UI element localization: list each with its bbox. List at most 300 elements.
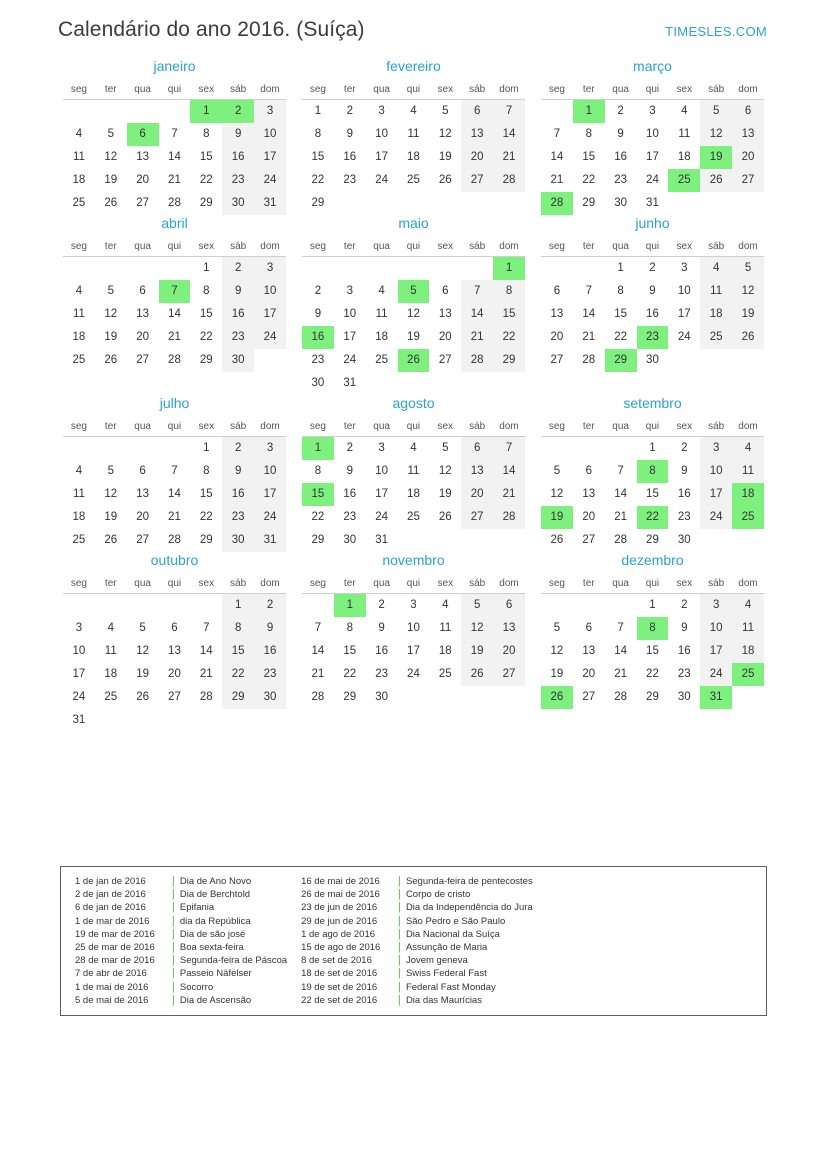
month-outubro [55,552,294,732]
legend-bar-icon: | [398,954,401,967]
day-number: 28 [541,192,573,215]
day-number: 17 [677,308,691,320]
weekday-header: qui [398,419,430,437]
day-number: 4 [75,285,83,297]
day-cell [222,594,254,618]
weekday-header: sex [190,82,222,100]
day-cell [493,640,525,663]
day-cell [429,146,461,169]
day-cell [302,529,334,552]
weekday-header: qua [605,82,637,100]
day-number: 6 [585,465,592,477]
day-number: 20 [461,483,493,506]
day-cell [637,663,669,686]
week-row [541,663,764,686]
day-cell [95,483,127,506]
day-cell [637,123,669,146]
day-cell [63,280,95,303]
day-cell [190,617,222,640]
day-number: 8 [314,465,322,477]
day-number: 12 [732,280,764,303]
day-cell [605,257,637,281]
legend-holiday-name: São Pedro e São Paulo [405,915,506,927]
day-number: 27 [582,691,596,703]
day-number: 25 [668,169,700,192]
day-cell [668,686,700,709]
day-number: 1 [493,257,525,280]
day-cell [398,506,430,529]
day-number: 11 [375,308,388,320]
legend-item [75,941,287,954]
day-cell [254,640,286,663]
week-row [541,169,764,192]
day-number: 24 [700,506,732,529]
day-number: 8 [203,285,210,297]
month-table [302,576,525,709]
day-number [366,192,398,215]
day-number: 14 [493,460,525,483]
day-number: 9 [617,128,624,140]
day-number: 23 [311,354,325,366]
day-cell-empty [159,100,191,124]
day-number: 6 [493,594,525,617]
day-number: 19 [407,331,420,343]
day-cell [95,640,127,663]
month-table [541,419,764,552]
month-agosto [294,395,533,552]
day-number: 9 [222,123,254,146]
day-cell [366,169,398,192]
day-cell [573,123,605,146]
day-number: 31 [254,192,286,215]
day-number: 8 [222,617,254,640]
day-cell-empty [700,529,732,552]
day-cell [605,483,637,506]
month-janeiro [55,58,294,215]
day-number: 6 [171,622,178,634]
day-cell [254,257,286,281]
day-number: 16 [343,151,357,163]
weekday-header: ter [334,419,366,437]
day-cell-empty [127,709,159,732]
day-cell [63,169,95,192]
weekday-header: sáb [461,239,493,257]
legend-item [301,928,533,941]
day-number: 9 [222,280,254,303]
day-number: 5 [732,257,764,280]
week-row [63,280,286,303]
day-number: 8 [493,280,525,303]
day-number: 7 [203,622,210,634]
week-row [63,437,286,461]
day-number: 11 [104,645,117,657]
day-cell [302,123,334,146]
day-cell [95,617,127,640]
legend-item [75,981,287,994]
day-number: 8 [617,285,624,297]
day-number [63,594,95,617]
day-cell [461,146,493,169]
day-number [63,437,95,460]
legend-bar-icon: | [172,967,175,980]
day-cell [700,437,732,461]
day-cell [398,100,430,124]
day-number: 30 [343,534,357,546]
day-number: 19 [461,640,493,663]
weekday-header: ter [573,419,605,437]
day-cell [254,594,286,618]
day-cell [222,169,254,192]
day-number: 1 [649,442,656,454]
day-number: 26 [398,349,430,372]
day-cell [366,437,398,461]
day-number: 5 [398,280,430,303]
day-number: 12 [438,465,452,477]
day-cell-empty [222,709,254,732]
day-number: 28 [168,354,181,366]
weekday-header: dom [493,419,525,437]
day-number: 30 [254,686,286,709]
day-number: 8 [203,465,210,477]
legend-holiday-name: Dia de são josé [179,928,246,940]
month-julho [55,395,294,552]
week-row [302,594,525,618]
day-cell [668,146,700,169]
day-number: 22 [311,174,325,186]
day-number: 17 [646,151,659,163]
day-number: 7 [461,280,493,303]
day-number: 13 [493,617,525,640]
day-number: 14 [199,645,213,657]
day-number [159,594,191,617]
day-cell [541,483,573,506]
day-cell [254,506,286,529]
week-row [63,686,286,709]
day-cell [190,146,222,169]
day-number: 16 [614,151,627,163]
day-cell-holiday [541,506,573,529]
day-cell-empty [190,594,222,618]
weekday-header: dom [493,82,525,100]
day-number: 18 [72,331,86,343]
month-abril [55,215,294,395]
day-cell [159,326,191,349]
day-number: 29 [199,197,213,209]
day-cell [732,460,764,483]
weekday-header: sex [190,576,222,594]
day-number: 27 [136,534,149,546]
day-cell [334,100,366,124]
day-number: 13 [168,645,181,657]
day-number: 29 [222,686,254,709]
day-cell [732,326,764,349]
day-cell [637,192,669,215]
day-cell [637,303,669,326]
day-cell-empty [398,529,430,552]
day-cell [366,663,398,686]
day-cell [493,663,525,686]
day-cell [668,280,700,303]
week-row [302,506,525,529]
day-cell [254,169,286,192]
day-cell [398,123,430,146]
day-number: 25 [375,354,388,366]
day-number: 25 [104,691,118,703]
day-number [668,349,700,372]
week-row [63,123,286,146]
day-cell [159,169,191,192]
day-number: 23 [222,326,254,349]
day-cell-empty [429,257,461,281]
legend-bar-icon: | [172,901,175,914]
day-cell [63,506,95,529]
weekday-header: seg [541,239,573,257]
day-number [127,437,159,460]
day-number: 29 [646,534,659,546]
day-cell-empty [159,709,191,732]
day-number [190,709,222,732]
day-cell-empty [461,257,493,281]
day-cell [366,349,398,372]
day-number: 19 [104,174,118,186]
day-cell [573,169,605,192]
day-number [461,529,493,552]
day-cell [63,303,95,326]
day-cell [63,686,95,709]
day-cell [127,146,159,169]
day-number: 5 [553,465,561,477]
day-number: 3 [254,437,286,460]
day-cell-holiday [700,686,732,709]
day-cell [605,146,637,169]
week-row [541,594,764,618]
day-cell [95,686,127,709]
day-cell [302,506,334,529]
legend-bar-icon: | [398,901,401,914]
day-number: 4 [700,257,732,280]
day-cell-holiday [222,100,254,124]
day-cell-empty [668,192,700,215]
legend-date: 22 de set de 2016 [301,994,378,1006]
day-number: 25 [72,197,86,209]
day-number: 12 [461,617,493,640]
weekday-header: sáb [700,239,732,257]
day-cell [63,663,95,686]
legend-date: 8 de set de 2016 [301,955,372,967]
day-number: 14 [493,123,525,146]
day-number: 26 [104,534,118,546]
day-cell [573,617,605,640]
day-number: 21 [168,511,181,523]
day-cell [63,483,95,506]
day-number: 12 [407,308,420,320]
day-cell [605,640,637,663]
day-cell [127,326,159,349]
day-cell [429,506,461,529]
day-number: 27 [136,354,149,366]
day-number: 13 [550,308,564,320]
day-number: 29 [199,534,213,546]
weekday-header: seg [302,576,334,594]
day-cell [190,349,222,372]
day-number: 24 [254,326,286,349]
day-cell [222,617,254,640]
day-cell [461,349,493,372]
week-row [302,349,525,372]
day-number [541,594,573,617]
day-cell [222,460,254,483]
month-novembro [294,552,533,732]
day-number: 31 [646,197,659,209]
day-number: 4 [75,465,83,477]
day-cell-holiday [493,257,525,281]
day-cell [541,617,573,640]
day-cell [222,437,254,461]
weekday-header: dom [254,576,286,594]
day-number: 13 [136,488,149,500]
day-cell-empty [493,529,525,552]
day-number: 24 [677,331,691,343]
weekday-header: ter [95,82,127,100]
day-cell-empty [159,257,191,281]
day-number: 22 [222,663,254,686]
day-cell [159,192,191,215]
day-number: 14 [168,151,181,163]
day-cell [605,326,637,349]
day-cell [541,640,573,663]
week-row [63,100,286,124]
day-number [429,529,461,552]
day-number: 10 [375,465,388,477]
day-cell [334,506,366,529]
day-number: 8 [314,128,322,140]
day-cell [668,506,700,529]
weekday-header: ter [573,82,605,100]
day-cell [190,686,222,709]
weekday-header: qui [159,576,191,594]
day-cell [159,640,191,663]
day-number: 3 [378,105,385,117]
day-cell [334,686,366,709]
day-number: 10 [375,128,388,140]
month-name: abril [161,215,188,231]
day-number: 15 [222,640,254,663]
month-table [63,239,286,372]
week-row [302,100,525,124]
day-number: 15 [614,308,627,320]
day-number: 22 [199,331,213,343]
day-cell [541,123,573,146]
day-cell [461,280,493,303]
day-number [493,686,525,709]
day-number: 5 [139,622,146,634]
day-number [95,100,127,123]
day-cell-empty [95,709,127,732]
day-number [127,594,159,617]
legend-holiday-name: Dia de Ano Novo [179,876,252,887]
day-number [605,594,637,617]
day-number: 17 [700,640,732,663]
day-cell [366,326,398,349]
weekday-header: sáb [222,82,254,100]
day-cell [190,123,222,146]
day-number [573,594,605,617]
day-cell [302,349,334,372]
day-number: 16 [222,303,254,326]
day-number: 5 [107,465,114,477]
day-cell [190,192,222,215]
day-number: 18 [677,151,691,163]
day-cell [63,709,95,732]
day-number: 18 [407,488,420,500]
legend-date: 2 de jan de 2016 [75,889,146,901]
day-cell [159,529,191,552]
day-number: 8 [203,128,210,140]
day-cell [573,192,605,215]
legend-item [301,941,533,954]
weekday-header: dom [732,82,764,100]
day-number: 12 [700,123,732,146]
legend-item [75,994,287,1007]
day-cell [95,349,127,372]
day-cell [302,640,334,663]
day-number: 29 [343,691,357,703]
day-cell-holiday [668,169,700,192]
day-number [668,192,700,215]
day-number: 22 [199,511,213,523]
weekday-header: sex [668,419,700,437]
day-number: 26 [541,686,573,709]
day-cell [366,100,398,124]
day-cell [461,663,493,686]
day-number [573,257,605,280]
day-cell [334,349,366,372]
week-row [302,483,525,506]
day-number: 31 [72,714,86,726]
day-cell-empty [254,709,286,732]
day-cell [222,663,254,686]
day-number: 7 [617,622,624,634]
day-number [63,257,95,280]
week-row [63,529,286,552]
legend-holiday-name: Segunda-feira de Páscoa [179,955,288,967]
day-cell [63,349,95,372]
day-cell [63,640,95,663]
day-number: 15 [646,645,659,657]
day-cell [302,280,334,303]
week-row [541,483,764,506]
day-number: 5 [442,105,449,117]
day-number: 28 [168,534,181,546]
day-number: 15 [582,151,596,163]
day-cell [127,529,159,552]
day-cell-empty [366,372,398,395]
day-number: 30 [677,534,691,546]
weekday-header: sex [668,576,700,594]
day-cell [493,594,525,618]
day-cell [63,123,95,146]
day-cell [190,529,222,552]
month-junho [533,215,772,395]
day-cell-empty [461,192,493,215]
legend-holiday-name: dia da República [179,915,251,927]
day-cell [429,100,461,124]
day-cell [668,529,700,552]
day-number: 18 [375,331,388,343]
day-number: 26 [438,511,452,523]
day-number: 19 [438,488,452,500]
day-number [541,100,573,123]
